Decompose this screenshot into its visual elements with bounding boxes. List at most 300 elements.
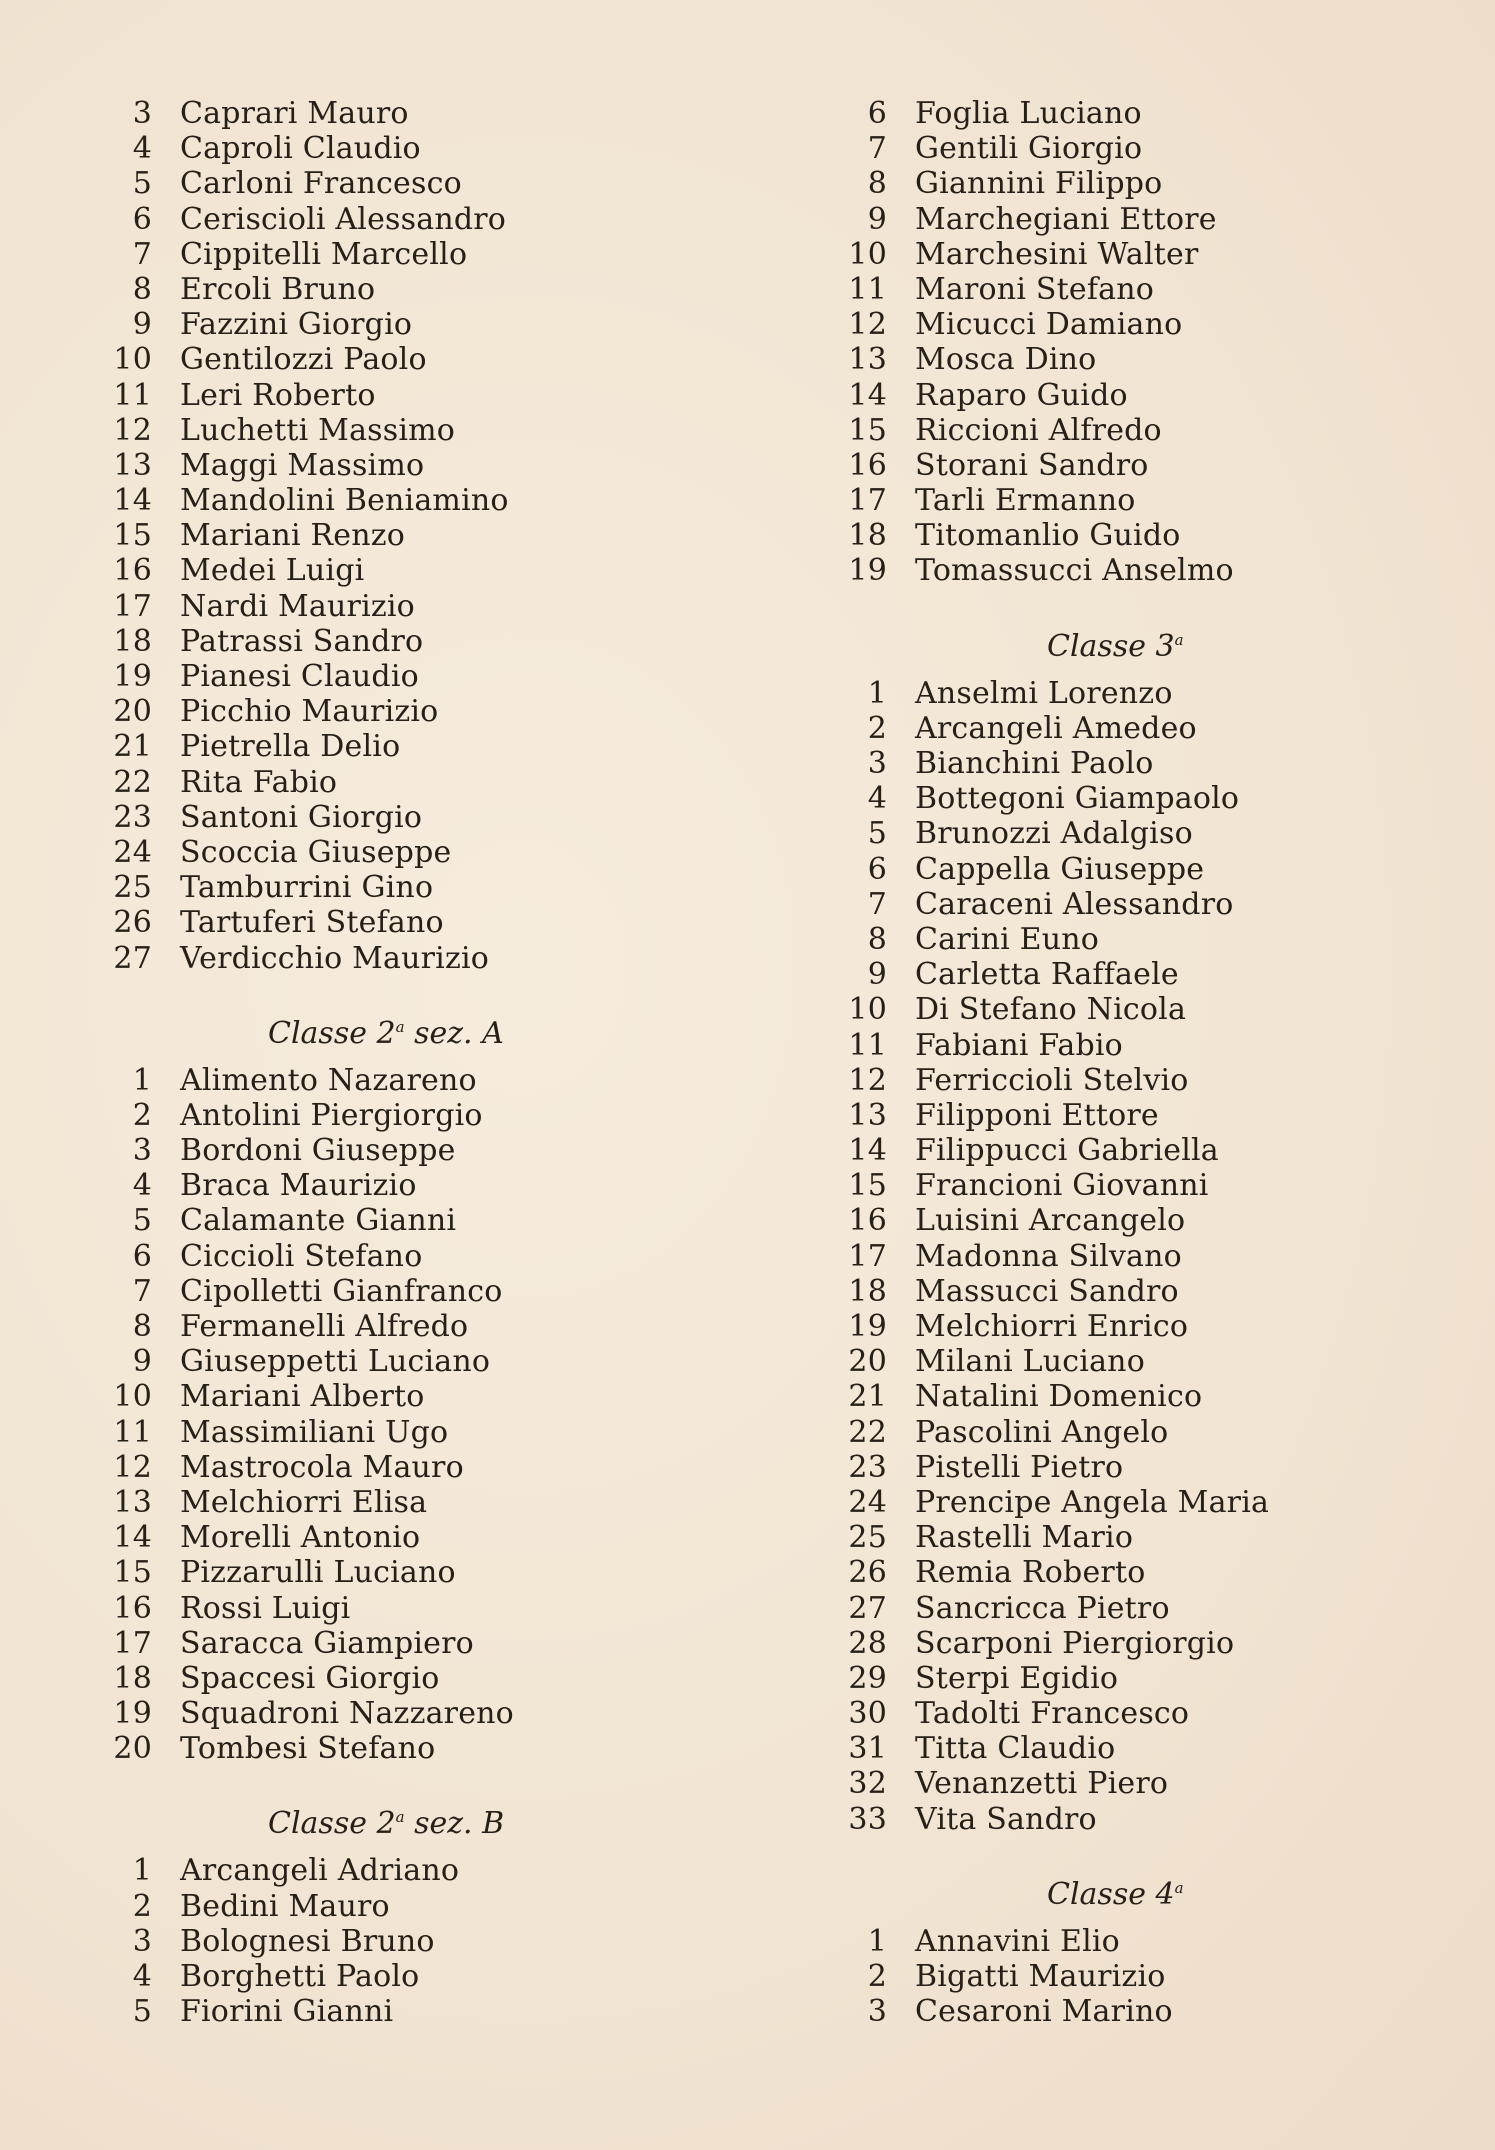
person-name: Melchiorri Enrico bbox=[915, 1309, 1189, 1344]
person-name: Caproli Claudio bbox=[180, 131, 421, 167]
list-item bbox=[100, 1696, 700, 1731]
person-name: Ferriccioli Stelvio bbox=[915, 1062, 1189, 1098]
item-number: 11 bbox=[848, 271, 887, 307]
list-item bbox=[100, 307, 700, 342]
list-item bbox=[835, 676, 1435, 711]
list-item bbox=[835, 166, 1435, 201]
person-name: Bordoni Giuseppe bbox=[180, 1133, 456, 1169]
person-name: Maggi Massimo bbox=[180, 447, 425, 483]
item-number: 18 bbox=[113, 1660, 152, 1696]
item-number: 16 bbox=[113, 1590, 152, 1626]
person-name: Carletta Raffaele bbox=[915, 957, 1179, 993]
list-item bbox=[100, 589, 700, 624]
heading-text: Classe 2 bbox=[268, 1015, 396, 1051]
person-name: Mandolini Beniamino bbox=[180, 483, 509, 519]
item-number: 10 bbox=[113, 342, 152, 378]
section-heading-classe-4 bbox=[835, 1871, 1435, 1912]
list-item bbox=[100, 1555, 700, 1590]
list-item bbox=[835, 1415, 1435, 1450]
person-name: Foglia Luciano bbox=[915, 96, 1142, 131]
list-item bbox=[100, 1415, 700, 1450]
list-item bbox=[835, 1168, 1435, 1203]
item-number: 28 bbox=[848, 1625, 887, 1661]
person-name: Storani Sandro bbox=[915, 447, 1149, 483]
person-name: Santoni Giorgio bbox=[180, 799, 423, 835]
heading-text: Classe 4 bbox=[1047, 1876, 1175, 1912]
item-number: 4 bbox=[867, 781, 887, 817]
list-item bbox=[100, 518, 700, 553]
list-item bbox=[835, 1520, 1435, 1555]
list-item bbox=[100, 237, 700, 272]
item-number: 7 bbox=[132, 236, 152, 272]
item-number: 1 bbox=[867, 1923, 887, 1959]
person-name: Caraceni Alessandro bbox=[915, 886, 1234, 922]
list-item bbox=[100, 800, 700, 835]
list-item bbox=[835, 1994, 1435, 2029]
item-number: 5 bbox=[132, 1203, 152, 1239]
list-item bbox=[835, 746, 1435, 781]
list-item bbox=[835, 957, 1435, 992]
list-item bbox=[100, 1485, 700, 1520]
item-number: 4 bbox=[132, 131, 152, 167]
list-item bbox=[835, 711, 1435, 746]
person-name: Tadolti Francesco bbox=[915, 1696, 1190, 1732]
person-name: Prencipe Angela Maria bbox=[915, 1484, 1270, 1520]
item-number: 27 bbox=[113, 940, 152, 976]
list-item bbox=[100, 765, 700, 800]
item-number: 15 bbox=[848, 1168, 887, 1204]
item-number: 9 bbox=[867, 957, 887, 993]
heading-superscript: a bbox=[395, 1808, 405, 1827]
list-item bbox=[100, 729, 700, 764]
list-item bbox=[100, 378, 700, 413]
item-number: 15 bbox=[113, 518, 152, 554]
heading-text: sez. A bbox=[404, 1015, 504, 1051]
person-name: Cippitelli Marcello bbox=[180, 236, 468, 272]
item-number: 15 bbox=[113, 1555, 152, 1591]
list-item bbox=[100, 1450, 700, 1485]
item-number: 22 bbox=[113, 764, 152, 800]
item-number: 11 bbox=[848, 1027, 887, 1063]
person-name: Ciccioli Stefano bbox=[180, 1238, 423, 1274]
list-item bbox=[835, 1591, 1435, 1626]
person-name: Alimento Nazareno bbox=[180, 1062, 477, 1098]
list-item bbox=[100, 1853, 700, 1888]
list-item bbox=[835, 1731, 1435, 1766]
heading-superscript: a bbox=[395, 1017, 405, 1036]
person-name: Milani Luciano bbox=[915, 1344, 1145, 1380]
list-item bbox=[100, 624, 700, 659]
person-name: Filippucci Gabriella bbox=[915, 1133, 1219, 1169]
item-number: 7 bbox=[867, 886, 887, 922]
item-number: 24 bbox=[113, 834, 152, 870]
item-number: 6 bbox=[132, 1238, 152, 1274]
item-number: 17 bbox=[113, 588, 152, 624]
item-number: 13 bbox=[113, 447, 152, 483]
heading-text: Classe 3 bbox=[1047, 628, 1175, 664]
person-name: Mastrocola Mauro bbox=[180, 1449, 464, 1485]
person-name: Cesaroni Marino bbox=[915, 1994, 1173, 2030]
item-number: 6 bbox=[132, 201, 152, 237]
item-number: 10 bbox=[848, 236, 887, 272]
person-name: Borghetti Paolo bbox=[180, 1959, 420, 1994]
item-number: 18 bbox=[848, 518, 887, 554]
item-number: 10 bbox=[113, 1379, 152, 1415]
section-heading-classe-2-sez-b bbox=[100, 1800, 700, 1842]
list-item bbox=[100, 1309, 700, 1344]
item-number: 3 bbox=[867, 746, 887, 781]
item-number: 23 bbox=[848, 1449, 887, 1485]
list-item bbox=[100, 1591, 700, 1626]
item-number: 25 bbox=[113, 870, 152, 906]
list-item bbox=[100, 96, 700, 131]
item-number: 27 bbox=[848, 1590, 887, 1626]
item-number: 6 bbox=[867, 851, 887, 887]
item-number: 20 bbox=[113, 1731, 152, 1767]
item-number: 25 bbox=[848, 1520, 887, 1556]
person-name: Antolini Piergiorgio bbox=[180, 1097, 483, 1133]
person-name: Madonna Silvano bbox=[915, 1238, 1182, 1274]
list-item bbox=[835, 307, 1435, 342]
person-name: Sterpi Egidio bbox=[915, 1660, 1119, 1696]
name-list bbox=[100, 96, 700, 976]
person-name: Melchiorri Elisa bbox=[180, 1484, 428, 1520]
list-item bbox=[835, 553, 1435, 588]
item-number: 13 bbox=[113, 1484, 152, 1520]
item-number: 13 bbox=[848, 342, 887, 378]
person-name: Bedini Mauro bbox=[180, 1888, 390, 1924]
person-name: Carini Euno bbox=[915, 921, 1100, 957]
name-list bbox=[100, 1063, 700, 1767]
item-number: 2 bbox=[132, 1097, 152, 1133]
list-item bbox=[835, 1924, 1435, 1959]
person-name: Titomanlio Guido bbox=[915, 518, 1181, 554]
list-item bbox=[100, 342, 700, 377]
item-number: 12 bbox=[848, 1062, 887, 1098]
list-item bbox=[100, 166, 700, 201]
list-item bbox=[835, 1028, 1435, 1063]
person-name: Riccioni Alfredo bbox=[915, 412, 1162, 448]
list-item bbox=[100, 1661, 700, 1696]
item-number: 8 bbox=[867, 921, 887, 957]
person-name: Fermanelli Alfredo bbox=[180, 1309, 469, 1344]
list-item bbox=[100, 1626, 700, 1661]
item-number: 19 bbox=[848, 553, 887, 589]
person-name: Natalini Domenico bbox=[915, 1379, 1203, 1415]
item-number: 10 bbox=[848, 992, 887, 1028]
item-number: 3 bbox=[132, 1923, 152, 1959]
person-name: Giannini Filippo bbox=[915, 166, 1163, 202]
person-name: Bottegoni Giampaolo bbox=[915, 781, 1240, 817]
person-name: Brunozzi Adalgiso bbox=[915, 816, 1193, 852]
list-item bbox=[835, 1661, 1435, 1696]
person-name: Marchegiani Ettore bbox=[915, 201, 1217, 237]
name-list bbox=[835, 676, 1435, 1837]
person-name: Rastelli Mario bbox=[915, 1520, 1134, 1556]
list-item bbox=[835, 131, 1435, 166]
item-number: 24 bbox=[848, 1484, 887, 1520]
person-name: Arcangeli Adriano bbox=[180, 1853, 460, 1889]
list-item bbox=[835, 1344, 1435, 1379]
person-name: Tarli Ermanno bbox=[915, 483, 1136, 519]
list-item bbox=[100, 694, 700, 729]
list-item bbox=[100, 659, 700, 694]
item-number: 2 bbox=[867, 710, 887, 746]
item-number: 14 bbox=[113, 1520, 152, 1556]
person-name: Pistelli Pietro bbox=[915, 1449, 1124, 1485]
right-column bbox=[835, 96, 1435, 2029]
list-item bbox=[835, 1274, 1435, 1309]
person-name: Titta Claudio bbox=[915, 1731, 1116, 1767]
item-number: 21 bbox=[848, 1379, 887, 1415]
person-name: Gentilozzi Paolo bbox=[180, 342, 427, 378]
person-name: Pizzarulli Luciano bbox=[180, 1555, 456, 1591]
item-number: 4 bbox=[132, 1959, 152, 1994]
item-number: 5 bbox=[132, 1994, 152, 2030]
list-item bbox=[835, 1203, 1435, 1238]
person-name: Braca Maurizio bbox=[180, 1168, 417, 1204]
list-item bbox=[100, 1203, 700, 1238]
list-item bbox=[100, 131, 700, 166]
list-item bbox=[835, 342, 1435, 377]
item-number: 9 bbox=[132, 1344, 152, 1380]
item-number: 3 bbox=[132, 1133, 152, 1169]
item-number: 5 bbox=[867, 816, 887, 852]
name-list bbox=[835, 1924, 1435, 2030]
person-name: Scarponi Piergiorgio bbox=[915, 1625, 1235, 1661]
item-number: 12 bbox=[848, 307, 887, 343]
person-name: Patrassi Sandro bbox=[180, 623, 424, 659]
item-number: 4 bbox=[132, 1168, 152, 1204]
person-name: Leri Roberto bbox=[180, 377, 376, 413]
item-number: 15 bbox=[848, 412, 887, 448]
list-item bbox=[835, 96, 1435, 131]
person-name: Mariani Renzo bbox=[180, 518, 406, 554]
person-name: Luchetti Massimo bbox=[180, 412, 456, 448]
section-heading-classe-3 bbox=[835, 623, 1435, 664]
item-number: 26 bbox=[113, 905, 152, 941]
person-name: Bianchini Paolo bbox=[915, 746, 1154, 781]
item-number: 1 bbox=[867, 675, 887, 711]
list-item bbox=[100, 272, 700, 307]
list-item bbox=[835, 413, 1435, 448]
list-item bbox=[835, 922, 1435, 957]
list-item bbox=[835, 202, 1435, 237]
list-item bbox=[100, 413, 700, 448]
section-heading-classe-2-sez-a bbox=[100, 1010, 700, 1051]
list-item bbox=[835, 1450, 1435, 1485]
person-name: Squadroni Nazzareno bbox=[180, 1696, 514, 1732]
list-item bbox=[835, 1098, 1435, 1133]
item-number: 16 bbox=[848, 447, 887, 483]
item-number: 16 bbox=[113, 553, 152, 589]
person-name: Saracca Giampiero bbox=[180, 1625, 474, 1661]
person-name: Morelli Antonio bbox=[180, 1520, 421, 1556]
person-name: Vita Sandro bbox=[915, 1801, 1097, 1837]
list-item bbox=[100, 483, 700, 518]
item-number: 19 bbox=[113, 1696, 152, 1732]
item-number: 14 bbox=[848, 1133, 887, 1169]
list-item bbox=[835, 1626, 1435, 1661]
person-name: Remia Roberto bbox=[915, 1555, 1146, 1591]
list-item bbox=[835, 378, 1435, 413]
list-item bbox=[835, 237, 1435, 272]
item-number: 6 bbox=[867, 96, 887, 131]
item-number: 13 bbox=[848, 1097, 887, 1133]
item-number: 7 bbox=[867, 131, 887, 167]
person-name: Picchio Maurizio bbox=[180, 694, 439, 730]
person-name: Cappella Giuseppe bbox=[915, 851, 1205, 887]
item-number: 19 bbox=[113, 659, 152, 694]
person-name: Massucci Sandro bbox=[915, 1273, 1179, 1309]
person-name: Cipolletti Gianfranco bbox=[180, 1273, 503, 1309]
list-item bbox=[100, 448, 700, 483]
person-name: Di Stefano Nicola bbox=[915, 992, 1187, 1028]
list-item bbox=[100, 1379, 700, 1414]
item-number: 16 bbox=[848, 1203, 887, 1239]
person-name: Marchesini Walter bbox=[915, 236, 1199, 272]
item-number: 7 bbox=[132, 1273, 152, 1309]
list-item bbox=[835, 1696, 1435, 1731]
item-number: 21 bbox=[113, 729, 152, 765]
list-item bbox=[100, 1274, 700, 1309]
list-item bbox=[835, 1555, 1435, 1590]
person-name: Tamburrini Gino bbox=[180, 870, 434, 906]
item-number: 8 bbox=[867, 166, 887, 202]
item-number: 18 bbox=[848, 1273, 887, 1309]
item-number: 17 bbox=[848, 483, 887, 519]
person-name: Sancricca Pietro bbox=[915, 1590, 1170, 1626]
item-number: 9 bbox=[867, 201, 887, 237]
list-item bbox=[835, 1063, 1435, 1098]
item-number: 1 bbox=[132, 1853, 152, 1889]
list-item bbox=[100, 1959, 700, 1994]
list-item bbox=[835, 816, 1435, 851]
person-name: Fiorini Gianni bbox=[180, 1994, 394, 2030]
list-item bbox=[100, 1889, 700, 1924]
person-name: Gentili Giorgio bbox=[915, 131, 1143, 167]
person-name: Medei Luigi bbox=[180, 553, 365, 589]
item-number: 12 bbox=[113, 1449, 152, 1485]
list-item bbox=[835, 1802, 1435, 1837]
list-item bbox=[100, 202, 700, 237]
list-item bbox=[100, 1063, 700, 1098]
item-number: 29 bbox=[848, 1660, 887, 1696]
heading-superscript: a bbox=[1174, 630, 1184, 649]
person-name: Filipponi Ettore bbox=[915, 1097, 1159, 1133]
person-name: Pianesi Claudio bbox=[180, 659, 419, 694]
person-name: Fabiani Fabio bbox=[915, 1027, 1123, 1063]
person-name: Spaccesi Giorgio bbox=[180, 1660, 440, 1696]
person-name: Mosca Dino bbox=[915, 342, 1097, 378]
list-item bbox=[100, 941, 700, 976]
person-name: Bolognesi Bruno bbox=[180, 1923, 435, 1959]
list-item bbox=[835, 1485, 1435, 1520]
list-item bbox=[100, 905, 700, 940]
item-number: 26 bbox=[848, 1555, 887, 1591]
name-list bbox=[100, 1853, 700, 2029]
person-name: Annavini Elio bbox=[915, 1923, 1120, 1959]
item-number: 8 bbox=[132, 271, 152, 307]
person-name: Anselmi Lorenzo bbox=[915, 675, 1173, 711]
item-number: 2 bbox=[867, 1959, 887, 1994]
item-number: 32 bbox=[848, 1766, 887, 1802]
list-item bbox=[100, 1098, 700, 1133]
person-name: Nardi Maurizio bbox=[180, 588, 415, 624]
item-number: 14 bbox=[113, 483, 152, 519]
list-item bbox=[835, 1766, 1435, 1801]
item-number: 20 bbox=[113, 694, 152, 730]
list-item bbox=[100, 1520, 700, 1555]
item-number: 3 bbox=[132, 96, 152, 131]
list-item bbox=[100, 835, 700, 870]
item-number: 1 bbox=[132, 1062, 152, 1098]
list-item bbox=[835, 992, 1435, 1027]
item-number: 17 bbox=[848, 1238, 887, 1274]
heading-text: sez. B bbox=[404, 1806, 505, 1842]
person-name: Fazzini Giorgio bbox=[180, 307, 413, 343]
item-number: 18 bbox=[113, 623, 152, 659]
list-item bbox=[835, 518, 1435, 553]
person-name: Tartuferi Stefano bbox=[180, 905, 444, 941]
list-item bbox=[100, 1924, 700, 1959]
person-name: Arcangeli Amedeo bbox=[915, 710, 1197, 746]
item-number: 2 bbox=[132, 1888, 152, 1924]
list-item bbox=[835, 1239, 1435, 1274]
person-name: Pietrella Delio bbox=[180, 729, 401, 765]
list-item bbox=[835, 483, 1435, 518]
item-number: 33 bbox=[848, 1801, 887, 1837]
person-name: Giuseppetti Luciano bbox=[180, 1344, 491, 1380]
list-item bbox=[100, 1168, 700, 1203]
heading-text: Classe 2 bbox=[268, 1806, 396, 1842]
list-item bbox=[100, 1133, 700, 1168]
person-name: Scoccia Giuseppe bbox=[180, 834, 452, 870]
list-item bbox=[100, 1344, 700, 1379]
item-number: 3 bbox=[867, 1994, 887, 2030]
person-name: Mariani Alberto bbox=[180, 1379, 425, 1415]
person-name: Maroni Stefano bbox=[915, 271, 1154, 307]
person-name: Francioni Giovanni bbox=[915, 1168, 1209, 1204]
item-number: 14 bbox=[848, 377, 887, 413]
person-name: Rita Fabio bbox=[180, 764, 338, 800]
list-item bbox=[100, 1731, 700, 1766]
list-item bbox=[835, 781, 1435, 816]
item-number: 17 bbox=[113, 1625, 152, 1661]
person-name: Tombesi Stefano bbox=[180, 1731, 436, 1767]
list-item bbox=[835, 1133, 1435, 1168]
heading-superscript: a bbox=[1174, 1878, 1184, 1897]
item-number: 19 bbox=[848, 1309, 887, 1344]
person-name: Massimiliani Ugo bbox=[180, 1414, 449, 1450]
item-number: 12 bbox=[113, 412, 152, 448]
list-item bbox=[835, 1309, 1435, 1344]
list-item bbox=[100, 870, 700, 905]
person-name: Micucci Damiano bbox=[915, 307, 1183, 343]
person-name: Luisini Arcangelo bbox=[915, 1203, 1186, 1239]
list-item bbox=[835, 448, 1435, 483]
person-name: Raparo Guido bbox=[915, 377, 1128, 413]
item-number: 11 bbox=[113, 1414, 152, 1450]
person-name: Calamante Gianni bbox=[180, 1203, 457, 1239]
left-column bbox=[100, 96, 700, 2029]
item-number: 11 bbox=[113, 377, 152, 413]
list-item bbox=[100, 1994, 700, 2029]
person-name: Ercoli Bruno bbox=[180, 271, 376, 307]
item-number: 5 bbox=[132, 166, 152, 202]
name-list bbox=[835, 96, 1435, 589]
person-name: Ceriscioli Alessandro bbox=[180, 201, 507, 237]
